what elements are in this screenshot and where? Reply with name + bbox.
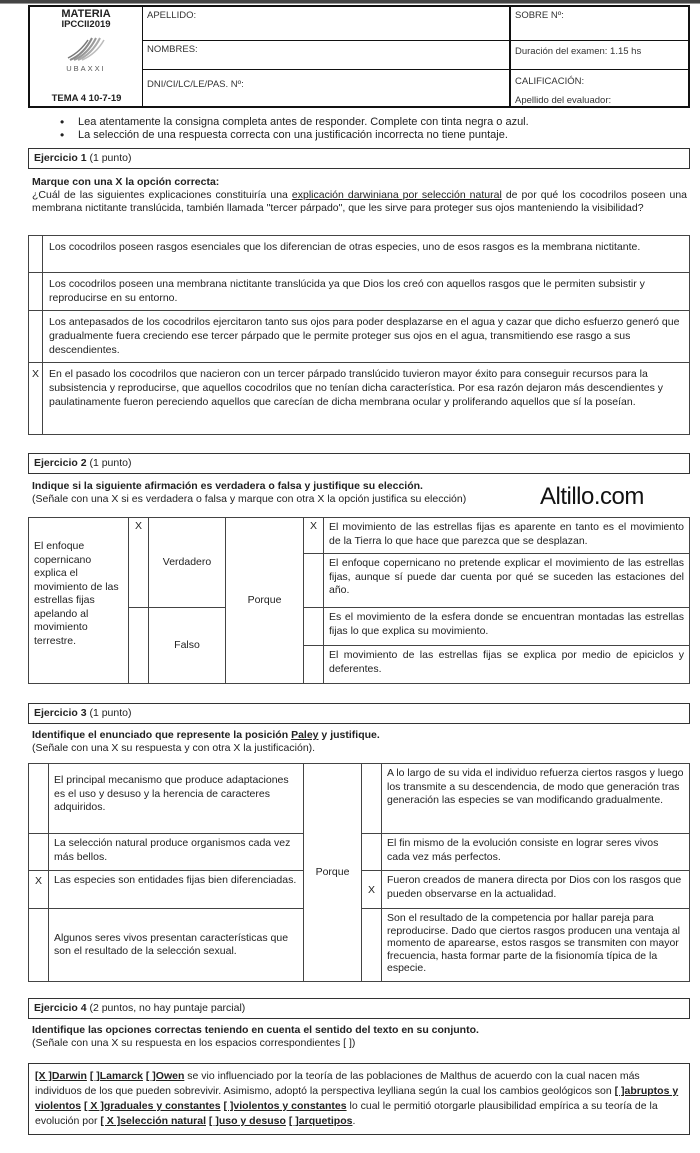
exercise-1-title: Ejercicio 1 — [34, 152, 87, 164]
exercise-3-instructions — [32, 729, 687, 755]
option-checkbox[interactable]: X — [29, 363, 43, 435]
exercise-4-title: Ejercicio 4 — [34, 1002, 87, 1014]
option-checkbox[interactable] — [29, 311, 43, 363]
subject-block — [30, 7, 143, 106]
exercise-2-points: (1 punto) — [86, 457, 132, 469]
option-checkbox[interactable] — [29, 236, 43, 273]
option-owen[interactable]: [ ]Owen — [145, 1070, 185, 1082]
grade-field[interactable] — [511, 70, 688, 106]
exercise-1-instruction: Marque con una X la opción correcta: — [32, 176, 220, 188]
justification-checkbox[interactable] — [362, 909, 382, 982]
justification-text: El enfoque copernicano no pretende explicar el movimiento de las estrellas fijas, aunque sí puede dar cuenta por qué se suceden las estaciones del año. — [324, 554, 690, 608]
justification-text: Es el movimiento de la esfera donde se encuentran montadas las estrellas fijas lo que explica su movimiento. — [324, 608, 690, 646]
option-row[interactable] — [29, 273, 690, 311]
option-text: Los antepasados de los cocodrilos ejercitaron tanto sus ojos para poder desplazarse en el agua y cazar que dicho esfuerzo generó que gradualmente fuera creciendo ese tercer párpado que le permite proteger sus ojos en el agua, transmitiendo ese rasgo a sus descendientes. — [43, 311, 690, 363]
question-text: de por qué los cocodrilos poseen una membrana nictitante translúcida, también llamada "tercer párpado", que les sirve para proteger sus ojos manteniendo la visibilidad? — [32, 189, 688, 214]
instruction-item: • La selección de una respuesta correcta con una justificación incorrecta no tiene puntaje. — [60, 129, 529, 142]
statement-text: Algunos seres vivos presentan características que son el resultado de la selección sexual. — [49, 909, 304, 982]
statement-checkbox[interactable] — [29, 834, 49, 871]
duration-label: Duración del examen: 1.15 hs — [515, 46, 642, 57]
ubaxxi-logo-icon — [66, 34, 106, 62]
logo-text: UBAXXI — [66, 64, 106, 73]
exercise-1-points: (1 punto) — [86, 152, 132, 164]
because-label: Porque — [304, 764, 362, 982]
option-violentos[interactable]: [ ]violentos y constantes — [223, 1100, 347, 1112]
instruction-text: y justifique. — [318, 729, 380, 741]
option-text: Los cocodrilos poseen rasgos esenciales que los diferencian de otras especies, uno de esos rasgos es la membrana nictitante. — [43, 236, 690, 273]
justification-checkbox[interactable] — [304, 608, 324, 646]
option-row[interactable] — [29, 363, 690, 435]
option-lamarck[interactable]: [ ]Lamarck — [89, 1070, 143, 1082]
exercise-1-instructions — [32, 176, 687, 215]
exercise-3-table — [28, 763, 690, 982]
exam-info-block — [509, 7, 688, 106]
exercise-4-header — [28, 998, 690, 1019]
option-graduales[interactable]: [ X ]graduales y constantes — [84, 1100, 221, 1112]
option-checkbox[interactable] — [29, 273, 43, 311]
justification-checkbox[interactable] — [362, 834, 382, 871]
envelope-label: SOBRE Nº: — [515, 10, 564, 21]
subject-code: IPCCII2019 — [61, 19, 111, 30]
id-label: DNI/CI/LC/LE/PAS. Nº: — [147, 79, 244, 90]
subject-label: MATERIA — [61, 8, 111, 20]
surname-field[interactable] — [143, 7, 509, 41]
exercise-3-sub-instruction: (Señale con una X su respuesta y con otra X la justificación). — [32, 742, 316, 754]
false-label: Falso — [149, 608, 226, 684]
exercise-3-header — [28, 703, 690, 724]
statement-text: La selección natural produce organismos cada vez más bellos. — [49, 834, 304, 871]
justification-checkbox[interactable]: X — [362, 871, 382, 909]
justification-checkbox[interactable] — [362, 764, 382, 834]
exercise-1-question — [32, 189, 687, 215]
top-border-secondary — [0, 3, 700, 4]
statement-checkbox[interactable] — [29, 764, 49, 834]
justification-text: El movimiento de las estrellas fijas se explica por medio de epiciclos y deferentes. — [324, 646, 690, 684]
justification-text: El fin mismo de la evolución consiste en lograr seres vivos cada vez más perfectos. — [382, 834, 690, 871]
option-text: En el pasado los cocodrilos que nacieron con un tercer párpado translúcido tuvieron mayor éxito para conseguir recursos para la subsistencia y reproducirse, que aquellos cocodrilos que no tenían dicha característica. Por esa razón dejaron más descendientes y paulatinamente fueron pereciendo aquellos que carecían de dicha membrana ocular y proliferando aquellos que sí la poseían. — [43, 363, 690, 435]
justification-checkbox[interactable] — [304, 554, 324, 608]
question-emphasis: explicación darwiniana por selección natural — [291, 189, 502, 201]
exercise-3-points: (1 punto) — [86, 707, 132, 719]
justification-text: Son el resultado de la competencia por hallar pareja para reproducirse. Dado que ciertos rasgos producen una ventaja al momento de aparearse, estos rasgos se transmiten con mayor frecuencia, hasta formar parte de la fisionomía típica de la especie. — [382, 909, 690, 982]
exercise-3-title: Ejercicio 3 — [34, 707, 87, 719]
statement-text: Las especies son entidades fijas bien diferenciadas. — [49, 871, 304, 909]
exercise-2-header — [28, 453, 690, 474]
instructions-list — [60, 116, 529, 142]
surname-label: APELLIDO: — [147, 10, 197, 21]
option-uso-desuso[interactable]: [ ]uso y desuso — [208, 1115, 286, 1127]
justification-text: A lo largo de su vida el individuo refuerza ciertos rasgos y luego los transmite a su descendencia, de modo que generación tras generación las especies se van modificando gradualmente. — [382, 764, 690, 834]
exercise-4-instructions — [32, 1024, 687, 1050]
exercise-4-instruction: Identifique las opciones correctas teniendo en cuenta el sentido del texto en su conjunto. — [32, 1024, 479, 1036]
false-checkbox[interactable] — [129, 608, 149, 684]
justification-text: El movimiento de las estrellas fijas es aparente en tanto es el movimiento de la Tierra lo que hace que parezca que se desplazan. — [324, 518, 690, 554]
option-darwin[interactable]: [X ]Darwin — [35, 1070, 87, 1082]
justification-text: Fueron creados de manera directa por Dios con los rasgos que pueden observarse en la actualidad. — [382, 871, 690, 909]
exercise-1-options-table — [28, 235, 690, 435]
option-seleccion-natural[interactable]: [ X ]selección natural — [100, 1115, 206, 1127]
passage-text: . — [352, 1115, 356, 1127]
because-label: Porque — [226, 518, 304, 684]
statement-checkbox[interactable] — [29, 909, 49, 982]
grade-label: CALIFICACIÓN: — [515, 76, 585, 87]
statement-text: El principal mecanismo que produce adaptaciones es el uso y desuso y la herencia de caracteres adquiridos. — [49, 764, 304, 834]
option-row[interactable] — [29, 311, 690, 363]
true-label: Verdadero — [149, 518, 226, 608]
names-field[interactable] — [143, 41, 509, 70]
evaluator-label: Apellido del evaluador: — [515, 95, 612, 106]
exercise-1-header — [28, 148, 690, 169]
instruction-item: • Lea atentamente la consigna completa antes de responder. Complete con tinta negra o azul. — [60, 116, 529, 129]
watermark: Altillo.com — [540, 483, 644, 510]
exercise-2-sub-instruction: (Señale con una X si es verdadera o falsa y marque con otra X la opción justifica su elección) — [32, 493, 467, 505]
exam-header — [28, 5, 690, 108]
question-text: ¿Cuál de las siguientes explicaciones constituiría una — [32, 189, 292, 201]
justification-checkbox[interactable] — [304, 646, 324, 684]
exercise-2-instruction: Indique si la siguiente afirmación es verdadera o falsa y justifique su elección. — [32, 480, 423, 492]
instruction-text: Identifique el enunciado que represente la posición — [32, 729, 292, 741]
exercise-3-instruction — [32, 729, 687, 742]
option-text: Los cocodrilos poseen una membrana nictitante translúcida ya que Dios los creó con aquellos rasgos que le permiten subsistir y reproducirse en su entorno. — [43, 273, 690, 311]
true-checkbox[interactable]: X — [129, 518, 149, 608]
exercise-4-points: (2 puntos, no hay puntaje parcial) — [86, 1002, 246, 1014]
student-info-block — [143, 7, 509, 106]
names-label: NOMBRES: — [147, 44, 198, 55]
passage-text: lo cual le permitió otorgarle plausibilidad empírica a su teoría de la evolución por — [35, 1100, 658, 1127]
instruction-emphasis: Paley — [291, 729, 319, 741]
exercise-4-sub-instruction: (Señale con una X su respuesta en los espacios correspondientes [ ]) — [32, 1037, 356, 1049]
option-row[interactable] — [29, 236, 690, 273]
duration-field — [511, 41, 688, 70]
justification-checkbox[interactable]: X — [304, 518, 324, 554]
statement-text: El enfoque copernicano explica el movimiento de las estrellas fijas apelando al movimiento terrestre. — [29, 518, 129, 684]
option-abruptos[interactable]: [ ]abruptos y violentos — [35, 1085, 679, 1112]
exercise-2-title: Ejercicio 2 — [34, 457, 87, 469]
id-field[interactable] — [143, 70, 509, 106]
statement-checkbox[interactable]: X — [29, 871, 49, 909]
exercise-4-text-box — [28, 1063, 690, 1135]
exercise-2-table — [28, 517, 690, 684]
passage-text: se vio influenciado por la teoría de las poblaciones de Malthus de acuerdo con la cual nacen más individuos de los que pueden sobrevivir. Asimismo, adoptó la perspectiva leylliana según la cual los cambios geológicos son — [35, 1070, 640, 1097]
option-arquetipos[interactable]: [ ]arquetipos — [288, 1115, 353, 1127]
envelope-field[interactable] — [511, 7, 688, 41]
exam-theme-date: TEMA 4 10-7-19 — [51, 93, 122, 104]
